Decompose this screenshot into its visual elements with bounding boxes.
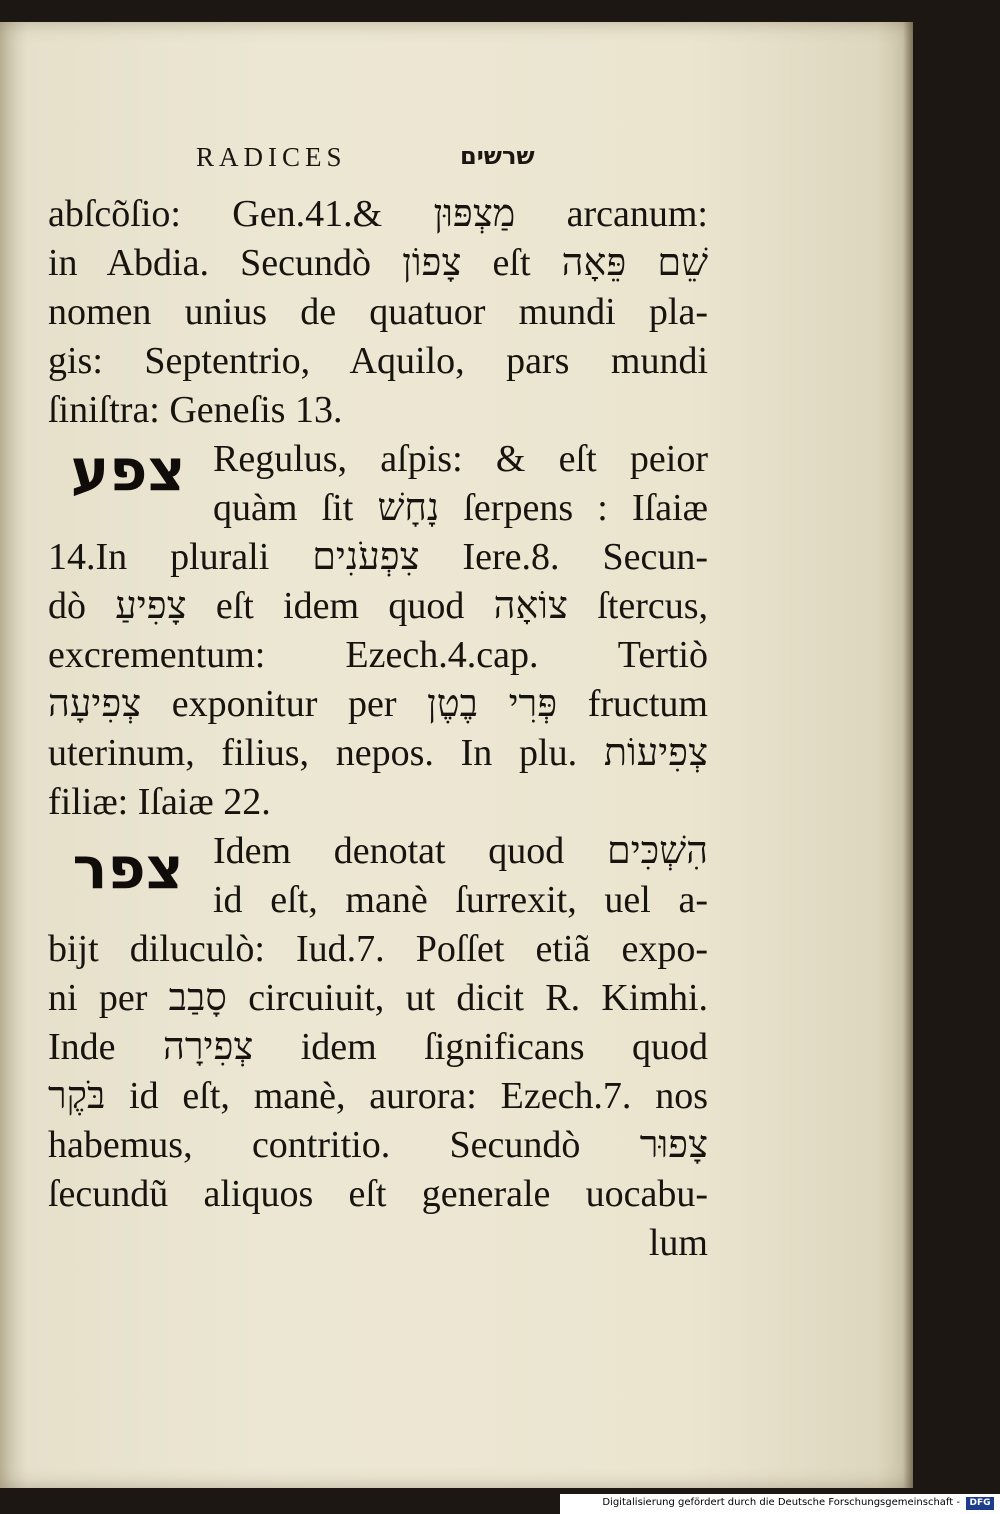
text-line: Idem denotat quod הִשְׁכִּים xyxy=(213,830,708,872)
book-page xyxy=(0,22,913,1488)
running-header xyxy=(0,142,913,182)
body-text xyxy=(48,190,708,1268)
text-line: dò צָפִיעַ eſt idem quod צוֹאָה ſtercus, xyxy=(48,585,708,627)
text-line: Inde צְפִירָה idem ſignificans quod xyxy=(48,1026,708,1068)
text-line: צְפִיעָה exponitur per פְּרִי בֶטֶן fructum xyxy=(48,683,708,725)
text-line: בֹּקֶר id eſt, manè, aurora: Ezech.7. nos xyxy=(48,1075,708,1117)
text-line: id eſt, manè ſurrexit, uel a- xyxy=(213,879,708,921)
text-line: 14.In plurali צִפְעֹנִים Iere.8. Secun- xyxy=(48,536,708,578)
text-line: excrementum: Ezech.4.cap. Tertiò xyxy=(48,634,708,676)
headword-tsafar: צפר xyxy=(72,834,184,902)
headword-tsefa: צפע xyxy=(70,436,186,504)
footer-credit: Digitalisierung gefördert durch die Deutsche Forschungsgemeinschaft - xyxy=(602,1497,960,1508)
catchword: lum xyxy=(648,1222,708,1264)
text-line: ſiniſtra: Geneſis 13. xyxy=(48,389,343,431)
header-hebrew: שרשים xyxy=(460,142,535,170)
text-line: nomen unius de quatuor mundi pla- xyxy=(48,291,708,333)
text-line: gis: Septentrio, Aquilo, pars mundi xyxy=(48,340,708,382)
text-line: filiæ: Iſaiæ 22. xyxy=(48,781,271,823)
header-latin: RADICES xyxy=(196,142,347,172)
text-line: Regulus, aſpis: & eſt peior xyxy=(213,438,708,480)
text-line: in Abdia. Secundò צָפוֹן eſt שֵׁם פֵּאָה xyxy=(48,242,708,284)
text-line: bijt diluculò: Iud.7. Poſſet etiã expo- xyxy=(48,928,708,970)
text-line: ni per סָבַב circuiuit, ut dicit R. Kimhi. xyxy=(48,977,708,1019)
text-line: quàm ſit נָחָשׁ ſerpens : Iſaiæ xyxy=(213,487,708,529)
page-spine-shadow xyxy=(903,22,913,1488)
text-line: uterinum, filius, nepos. In plu. צְפִיעוֹת xyxy=(48,732,708,774)
digitization-footer xyxy=(560,1494,1000,1514)
dfg-logo: DFG xyxy=(966,1497,994,1510)
text-line: ſecundũ aliquos eſt generale uocabu- xyxy=(48,1173,708,1215)
text-line: abſcõſio: Gen.41.& מַצְפּוּן arcanum: xyxy=(48,193,708,235)
text-line: habemus, contritio. Secundò צָפוּר xyxy=(48,1124,708,1166)
